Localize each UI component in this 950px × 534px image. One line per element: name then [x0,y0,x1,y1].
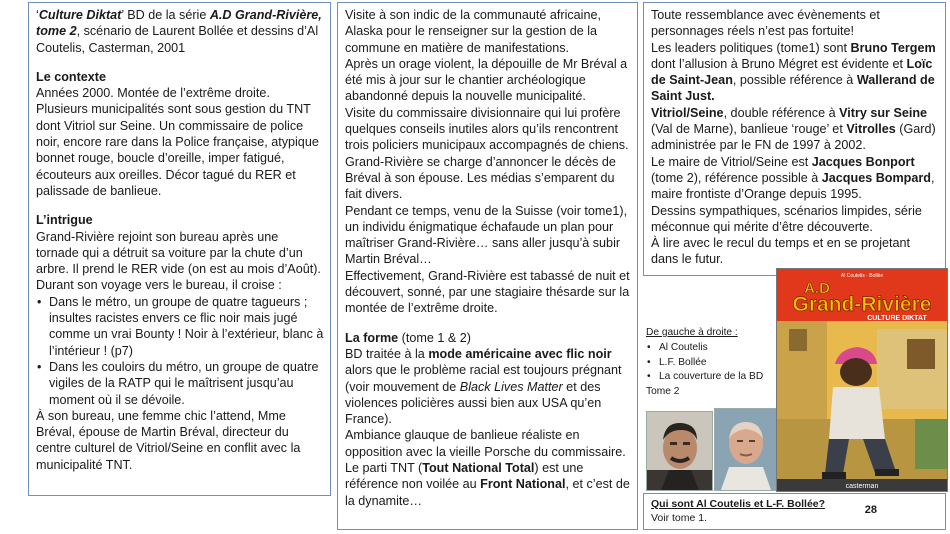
paragraph: Dessins sympathiques, scénarios limpides, série méconnue qui mérite d’être découverte. [651,203,922,234]
cover-title-line2: Grand-Rivière [792,293,932,316]
cover-title-line1: A.D [804,280,830,297]
paragraph: Vitriol/Seine, double référence à Vitry sur Seine (Val de Marne), banlieue ‘rouge’ et Vitrolles (Gard) administrée par le FN de 1997 à 2002. [651,105,936,153]
paragraph: Visite à son indic de la communauté africaine, Alaska pour le renseigner sur la gestion de la commune en matière de manifestations. [345,8,601,55]
column-left [28,2,331,496]
forme-heading: La forme (tome 1 & 2) [345,330,471,345]
list-item: • Dans les couloirs du métro, un groupe de quatre vigiles de la RATP qui le maîtrisent jusqu’au moment où il se dévoile. [36,359,324,408]
paragraph: Le parti TNT (Tout National Total) est une référence non voilée au Front National, et c’est de la dynamite… [345,461,630,508]
cover-publisher: casterman [845,483,879,490]
portrait-lf-bollee [714,408,777,491]
footer-answer: Voir tome 1. [651,512,708,524]
paragraph: Les leaders politiques (tome1) sont Bruno Tergem dont l’allusion à Bruno Mégret est évidente et Loïc de Saint-Jean, possible référence à Wallerand de Saint Just. [651,40,936,104]
book-cover [776,268,948,492]
credits-title: De gauche à droite : [646,327,738,338]
paragraph: BD traitée à la mode américaine avec flic noir alors que le problème racial est toujours prégnant (voir mouvement de Black Lives Matter et des violences policières aussi bien aux USA qu’en France). [345,346,622,427]
column-middle [337,2,638,530]
footer-question: Qui sont Al Coutelis et L-F. Bollée? [651,498,826,510]
contexte-text: Années 2000. Montée de l’extrême droite. Plusieurs municipalités sont sous gestion du TNT dont Vitriol sur Seine. Un commissaire de police noir, encore rare dans la Police française, atypique bonnet rouge, boucle d’oreille, imper fatigué, écouteurs aux oreilles. Décor tagué du RER et palissade de banlieue. [36,86,319,198]
list-item: • L.F. Bollée [646,356,776,371]
portrait-al-coutelis [646,411,713,491]
book-title: ‘Culture Diktat’ BD de la série A.D Grand-Rivière, tome 2, scénario de Laurent Bollée et dessins d’Al Coutelis, Casterman, 2001 [36,8,322,55]
list-item: • Dans le métro, un groupe de quatre tagueurs ; insultes racistes envers ce flic noir mais jugé comme un vrai Bounty ! Noir à l’extérieur, blanc à l’intérieur ! (p7) [36,294,324,359]
series-name: A.D Grand-Rivière, tome 2 [36,8,322,39]
list-item: • La couverture de la BD [646,370,776,385]
contexte-heading: Le contexte [36,69,106,84]
portrait-image [715,409,776,490]
list-item: • Al Coutelis [646,341,776,356]
intrigue-list [36,294,324,408]
paragraph: Ambiance glauque de banlieue réaliste en opposition avec la vieille Porsche du commissaire. [345,428,626,459]
paragraph: Visite du commissaire divisionnaire qui lui profère quelques conseils inutiles alors qu’ils rencontrent trois policiers municipaux accompagnés de chiens. Grand-Rivière se charge d’annoncer le décès de Bréval à son épouse. Les médias s’emparent du fait divers. [345,105,629,202]
paragraph: Toute ressemblance avec évènements et personnages réels n’est pas fortuite! [651,8,880,39]
credits-list [646,341,776,385]
paragraph: Après un orage violent, la dépouille de Mr Bréval a été mis à jour sur le chantier archéologique abandonné depuis la nouvelle municipalité. [345,56,628,104]
paragraph: Le maire de Vitriol/Seine est Jacques Bonport (tome 2), référence possible à Jacques Bompard, maire frontiste d’Orange depuis 1995. [651,154,935,202]
book-title-italic: Culture Diktat [38,8,122,22]
footer-box [643,493,946,530]
intrigue-heading: L’intrigue [36,213,93,228]
paragraph: À lire avec le recul du temps et en se projetant dans le futur. [651,236,911,267]
credits-last: Tome 2 [646,386,680,398]
page-number: 28 [864,504,877,516]
intrigue-text: Grand-Rivière rejoint son bureau après une tornade qui a détruit sa voiture par la chute d’un arbre. Il prend le RER vide (on est au mois d’Août). Durant son voyage vers le bureau, il croise : [36,229,321,293]
intrigue-final: À son bureau, une femme chic l’attend, Mme Bréval, épouse de Martin Bréval, directeur du centre culturel de Vitriol/Seine en conflit avec la municipalité TNT. [36,408,301,472]
paragraph: Pendant ce temps, venu de la Suisse (voir tome1), un individu énigmatique échafaude un plan pour maîtriser Grand-Rivière… sans aller jusqu’à subir Martin Bréval… [345,203,628,267]
photo-credits [646,326,776,400]
cover-illustration [777,269,947,491]
portrait-image [647,412,712,490]
cover-authors: Al Coutelis · Bollée [840,273,884,279]
paragraph: Effectivement, Grand-Rivière est tabassé de nuit et découvert, sonné, par une stagiaire thésarde sur la montée de l’extrême droite. [345,268,630,316]
cover-subtitle: CULTURE DIKTAT [867,315,927,322]
column-right [643,2,946,276]
